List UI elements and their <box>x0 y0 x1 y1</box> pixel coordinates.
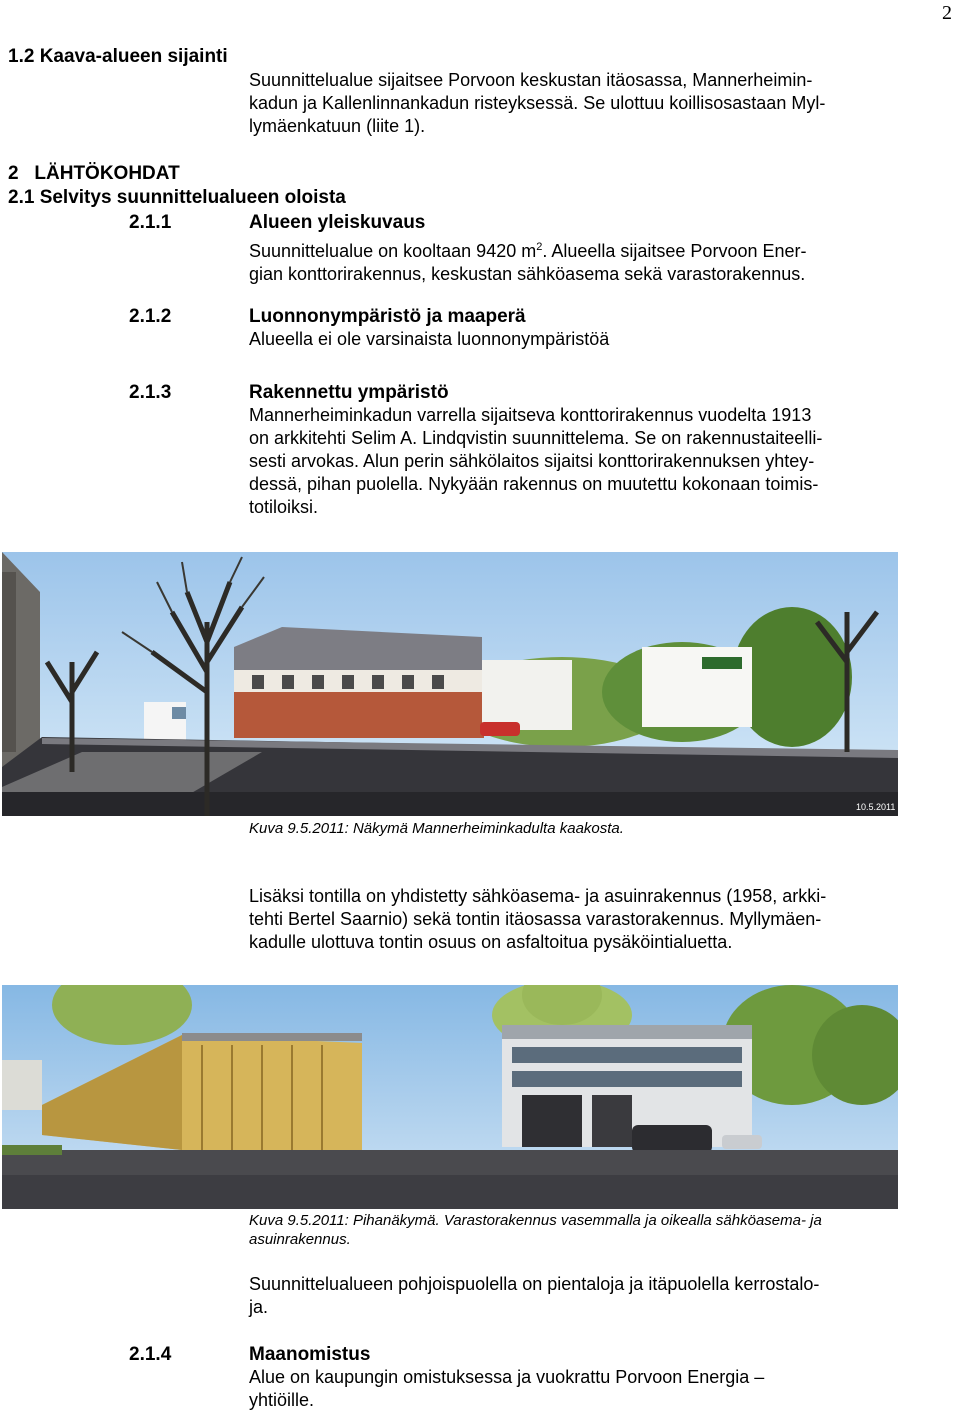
paragraph-line: dessä, pihan puolella. Nykyään rakennus on muutettu kokonaan toimis- <box>249 474 819 494</box>
paragraph-line: Lisäksi tontilla on yhdistetty sähköasema- ja asuinrakennus (1958, arkki- <box>249 886 827 906</box>
section-number-2-1-1: 2.1.1 <box>129 212 172 233</box>
section-number-2-1-2: 2.1.2 <box>129 306 172 327</box>
heading-2-1-2: Luonnonympäristö ja maaperä <box>249 306 526 327</box>
paragraph-line: ja. <box>249 1297 269 1317</box>
street-view-photo <box>2 552 898 816</box>
paragraph-line: Suunnittelualue sijaitsee Porvoon keskustan itäosassa, Mannerheimin- <box>249 70 813 90</box>
paragraph-line: on arkkitehti Selim A. Lindqvistin suunnittelema. Se on rakennustaiteelli- <box>249 428 823 448</box>
paragraph-line: kadulle ulottuva tontin osuus on asfaltoitua pysäköintialuetta. <box>249 932 733 952</box>
section-number-2-1-3: 2.1.3 <box>129 382 172 403</box>
caption-line: asuinrakennus. <box>249 1231 351 1248</box>
heading-2: 2 LÄHTÖKOHDAT <box>8 163 180 184</box>
section-number-2-1-4: 2.1.4 <box>129 1344 172 1365</box>
paragraph-line <box>249 236 807 263</box>
courtyard-illustration <box>2 985 898 1209</box>
street-view-illustration <box>2 552 898 816</box>
paragraph-line: sesti arvokas. Alun perin sähkölaitos sijaitsi konttorirakennuksen yhtey- <box>249 451 815 471</box>
caption-line: Kuva 9.5.2011: Pihanäkymä. Varastorakennus vasemmalla ja oikealla sähköasema- ja <box>249 1212 822 1229</box>
text-run: . Alueella sijaitsee Porvoon Ener- <box>542 241 807 261</box>
heading-2-1-3: Rakennettu ympäristö <box>249 382 449 403</box>
paragraph-additional <box>249 885 826 954</box>
paragraph-line: tehti Bertel Saarnio) sekä tontin itäosassa varastorakennus. Myllymäen- <box>249 909 822 929</box>
text-run: Suunnittelualue on kooltaan 9420 m <box>249 241 537 261</box>
courtyard-photo <box>2 985 898 1209</box>
page-number: 2 <box>942 2 952 24</box>
photo-date-stamp: 10.5.2011 <box>856 802 896 812</box>
photo2-caption <box>249 1211 822 1249</box>
paragraph-line: gian konttorirakennus, keskustan sähköasema sekä varastorakennus. <box>249 264 806 284</box>
paragraph-line: Alueella ei ole varsinaista luonnonympäristöä <box>249 329 610 349</box>
paragraph-line: Alue on kaupungin omistuksessa ja vuokrattu Porvoon Energia – <box>249 1367 765 1387</box>
heading-1-2: 1.2 Kaava-alueen sijainti <box>8 46 228 67</box>
paragraph-line: totiloiksi. <box>249 497 319 517</box>
paragraph-north <box>249 1273 819 1319</box>
paragraph-line: yhtiöille. <box>249 1390 315 1410</box>
paragraph-line: Mannerheiminkadun varrella sijaitseva konttorirakennus vuodelta 1913 <box>249 405 812 425</box>
paragraph-line: kadun ja Kallenlinnankadun risteyksessä. Se ulottuu koillisosastaan Myl- <box>249 93 826 113</box>
paragraph-general <box>249 236 807 286</box>
heading-2-1: 2.1 Selvitys suunnittelualueen oloista <box>8 187 346 208</box>
heading-2-1-4: Maanomistus <box>249 1344 371 1365</box>
superscript: 2 <box>536 241 543 253</box>
paragraph-location <box>249 69 825 138</box>
heading-2-1-1: Alueen yleiskuvaus <box>249 212 426 233</box>
paragraph-line: lymäenkatuun (liite 1). <box>249 116 426 136</box>
paragraph-nature <box>249 328 609 351</box>
paragraph-built <box>249 404 822 519</box>
paragraph-line: Suunnittelualueen pohjoispuolella on pientaloja ja itäpuolella kerrostalo- <box>249 1274 820 1294</box>
paragraph-ownership <box>249 1366 764 1412</box>
photo1-caption: Kuva 9.5.2011: Näkymä Mannerheiminkadulta kaakosta. <box>249 820 624 837</box>
